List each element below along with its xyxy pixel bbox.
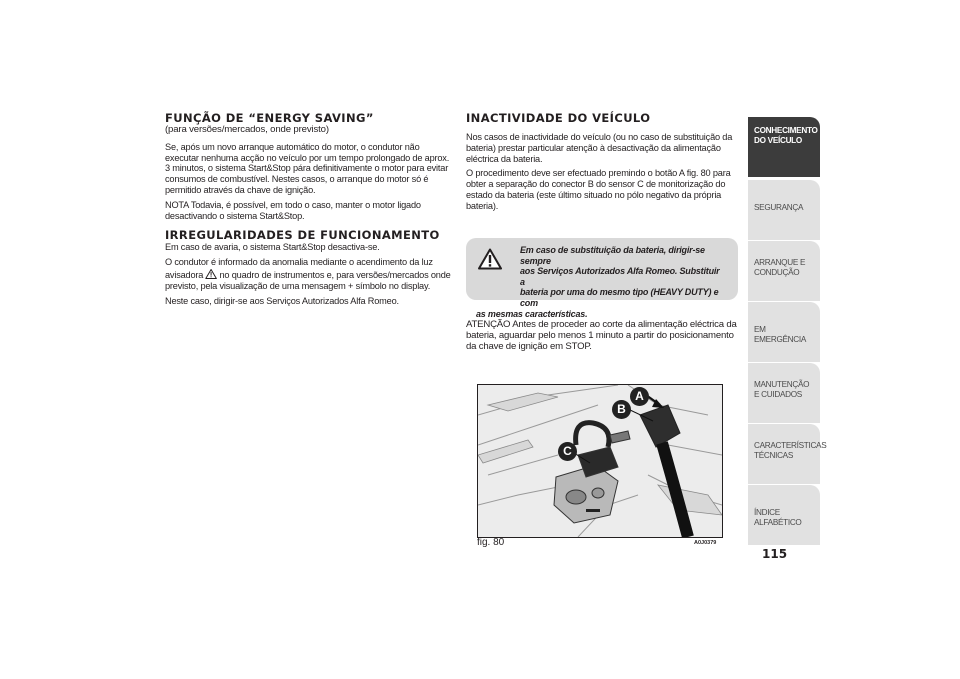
figure-label-b: B [612,400,631,419]
tab-caracteristicas-tecnicas[interactable] [748,424,827,484]
tab-label: SEGURANÇA [754,203,804,212]
left-column [165,113,455,311]
tab-indice-alfabetico[interactable] [748,485,820,545]
right-column [466,113,738,217]
text-irregularidades-after: no quadro de instrumentos e, para versões/mercados onde previsto, pela visualização de uma mensagem + símbolo no display. [165,269,451,292]
figure-code: A0J0379 [694,540,717,546]
figure-caption: fig. 80 [477,537,505,548]
warning-line-3: bateria por uma do mesmo tipo (HEAVY DUTY) e com [520,287,719,308]
tab-label: EM EMERGÊNCIA [754,325,807,344]
warning-line-1: Em caso de substituição da bateria, dirigir-se sempre [520,245,705,266]
warning-line-2: aos Serviços Autorizados Alfa Romeo. Substituir a [520,266,720,287]
heading-irregularidades: IRREGULARIDADES DE FUNCIONAMENTO [165,228,440,243]
section-irregularidades [165,230,455,307]
tab-conhecimento-do-veiculo[interactable] [748,117,820,177]
figure-label-c: C [558,442,577,461]
warning-box [466,238,738,319]
paragraph-inactividade-2: O procedimento deve ser efectuado premindo o botão A fig. 80 para obter a separação do conector B do sensor C de monitorização do estado da bateria (este último situado no pólo negativo da própria bateria). [466,168,731,212]
tab-manutencao-e-cuidados[interactable] [748,363,820,423]
heading-inactividade: INACTIVIDADE DO VEÍCULO [466,111,651,125]
tab-seguranca[interactable] [748,180,820,240]
paragraph-irregularidades-1: Em caso de avaria, o sistema Start&Stop desactiva-se. [165,242,380,254]
figure-battery-connector [477,384,723,538]
tab-label: ÍNDICE ALFABÉTICO [754,508,802,527]
tab-label: CONHECIMENTO DO VEÍCULO [754,126,818,145]
paragraph-irregularidades-3: Neste caso, dirigir-se aos Serviços Autorizados Alfa Romeo. [165,295,399,307]
paragraph-energy-saving-1: Se, após um novo arranque automático do motor, o condutor não executar nenhuma acção no veículo por um tempo prolongado de aprox. 3 minutos, o sistema Start&Stop pára definitivamente o motor para evitar consumos de combustível. Nestes casos, o arranque do motor só é permitido através da chave de ignição. [165,141,450,196]
page-number: 115 [762,547,788,561]
tab-label: ARRANQUE E CONDUÇÃO [754,258,806,277]
subtitle-energy-saving: (para versões/mercados, onde previsto) [165,124,329,135]
warning-light-icon [206,269,218,279]
paragraph-inactividade-1: Nos casos de inactividade do veículo (ou no caso de substituição da bateria) prestar particular atenção à desactivação da alimentação eléctrica da bateria. [466,132,733,165]
paragraph-atencao: ATENÇÃO Antes de proceder ao corte da alimentação eléctrica da bateria, aguardar pelo menos 1 minuto a partir do posicionamento da chave de ignição em STOP. [466,319,737,352]
figure-label-a: A [630,387,649,406]
atencao-block [466,320,738,356]
tab-label: CARACTERÍSTICAS TÉCNICAS [754,441,827,460]
section-energy-saving [165,113,455,222]
heading-energy-saving: FUNÇÃO DE “ENERGY SAVING” [165,111,374,125]
paragraph-energy-saving-nota: NOTA Todavia, é possível, em todo o caso, manter o motor ligado desactivando o sistema Start&Stop. [165,199,421,222]
tab-label: MANUTENÇÃO E CUIDADOS [754,380,810,399]
paragraph-irregularidades-2 [165,258,455,292]
tab-em-emergencia[interactable] [748,302,820,362]
warning-line-4: as mesmas características. [476,308,588,319]
tab-arranque-e-conducao[interactable] [748,241,820,301]
warning-text [476,245,726,319]
text-irregularidades-before: O condutor é informado da anomalia mediante o acendimento da luz avisadora [165,257,433,281]
battery-connector-illustration [478,385,722,537]
